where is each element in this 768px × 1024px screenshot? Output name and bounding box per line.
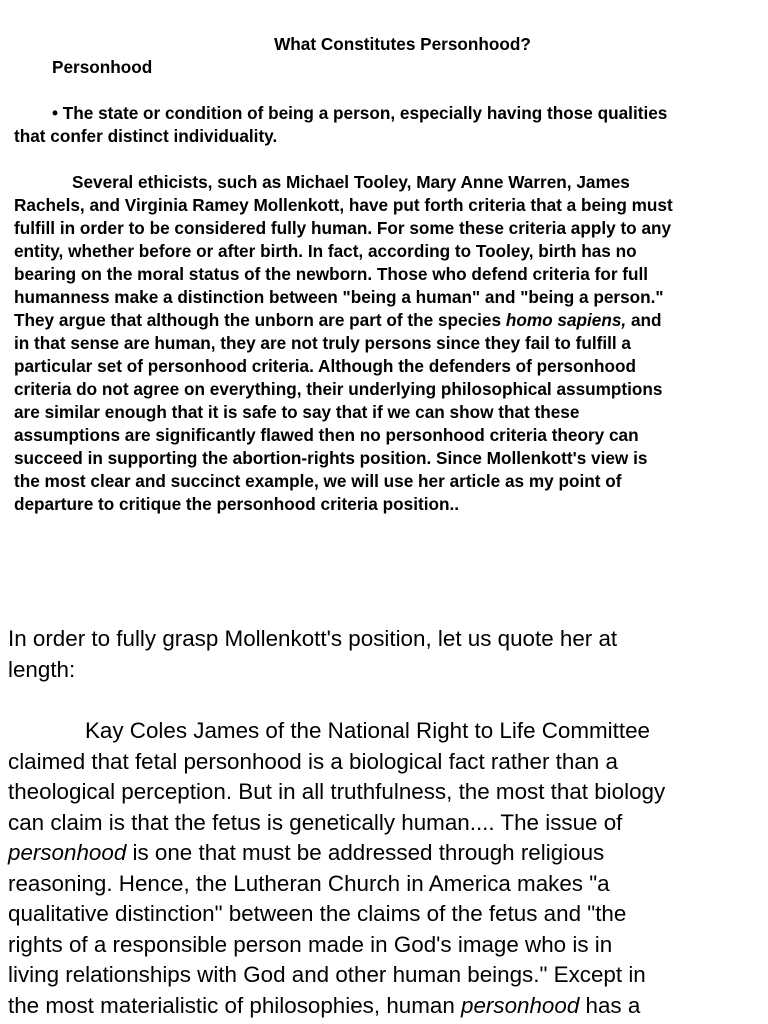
paragraph-line: particular set of personhood criteria. Although the defenders of personhood [14, 356, 636, 376]
paragraph-line: Kay Coles James of the National Right to Life Committee [85, 718, 651, 743]
paragraph-line: criteria do not agree on everything, their underlying philosophical assumptions [14, 379, 663, 399]
paragraph-line: the most clear and succinct example, we will use her article as my point of [14, 471, 622, 491]
paragraph-line [14, 309, 766, 332]
italic-term: personhood [8, 840, 127, 865]
definition-line: that confer distinct individuality. [14, 126, 278, 146]
intro-paragraph [8, 624, 764, 685]
mollenkott-quote [8, 716, 764, 1021]
paragraph-line [8, 838, 764, 869]
definition-line: • The state or condition of being a person, especially having those qualities [52, 103, 668, 123]
paragraph-line [8, 991, 764, 1022]
text-run: has a [579, 992, 641, 1018]
text-run: is one that must be addressed through religious [126, 840, 605, 865]
text-run: the most materialistic of philosophies, human [8, 992, 462, 1018]
paragraph-line: living relationships with God and other human beings." Except in [8, 962, 646, 987]
ethicists-paragraph [14, 171, 766, 516]
paragraph-line: fulfill in order to be considered fully human. For some these criteria apply to any [14, 218, 672, 238]
paragraph-line: reasoning. Hence, the Lutheran Church in America makes "a [8, 870, 610, 896]
paragraph-line: entity, whether before or after birth. In fact, according to Tooley, birth has no [14, 241, 637, 261]
page-title: What Constitutes Personhood? [274, 34, 531, 54]
paragraph-line: qualitative distinction" between the claims of the fetus and "the [8, 901, 627, 926]
paragraph-line: bearing on the moral status of the newborn. Those who defend criteria for full [14, 264, 649, 284]
text-run: They argue that although the unborn are part of the species [14, 310, 506, 330]
paragraph-line: assumptions are significantly flawed then no personhood criteria theory can [14, 425, 639, 445]
paragraph-line: are similar enough that it is safe to say that if we can show that these [14, 402, 580, 422]
paragraph-line: departure to critique the personhood criteria position.. [14, 494, 460, 514]
paragraph-line: rights of a responsible person made in God's image who is in [8, 931, 613, 957]
italic-term: homo sapiens, [505, 310, 627, 330]
definition-bullet [14, 102, 764, 148]
paragraph-line: Rachels, and Virginia Ramey Mollenkott, have put forth criteria that a being must [14, 195, 673, 215]
paragraph-line: humanness make a distinction between "being a human" and "being a person." [14, 287, 664, 307]
paragraph-line: theological perception. But in all truthfulness, the most that biology [8, 779, 666, 804]
section-heading: Personhood [52, 57, 153, 77]
paragraph-line: claimed that fetal personhood is a biological fact rather than a [8, 748, 618, 774]
paragraph-line: in that sense are human, they are not truly persons since they fail to fulfill a [14, 333, 631, 353]
paragraph-line: can claim is that the fetus is genetically human.... The issue of [8, 809, 623, 835]
italic-term: personhood [461, 992, 580, 1018]
paragraph-line: Several ethicists, such as Michael Tooley, Mary Anne Warren, James [72, 172, 630, 192]
paragraph-line: succeed in supporting the abortion-rights position. Since Mollenkott's view is [14, 448, 648, 468]
paragraph-line: In order to fully grasp Mollenkott's position, let us quote her at [8, 626, 618, 651]
text-run: and [626, 310, 662, 330]
paragraph-line: length: [8, 656, 76, 682]
